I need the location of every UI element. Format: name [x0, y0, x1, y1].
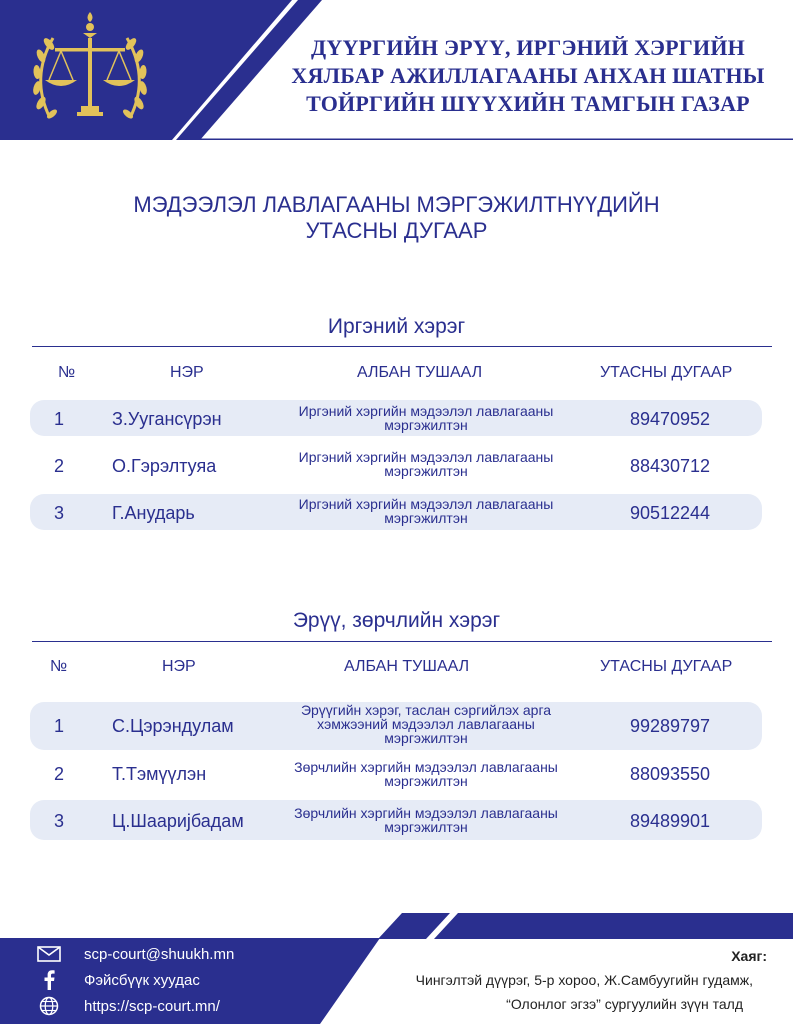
column-header-phone: УТАСНЫ ДУГААР — [600, 658, 733, 675]
organization-name-line: ХЯЛБАР АЖИЛЛАГААНЫ АНХАН ШАТНЫ — [291, 63, 765, 88]
footer-decorative-stripes — [0, 913, 793, 939]
header — [0, 0, 793, 140]
address-label: Хаяг: — [731, 948, 767, 964]
court-emblem-scales-icon — [25, 8, 155, 136]
globe-icon — [36, 996, 62, 1016]
row-position: Зөрчлийн хэргийн мэдээлэл лавлагааны мэргэжилтэн — [294, 759, 558, 789]
organization-name-line: ТОЙРГИЙН ШҮҮХИЙН ТАМГЫН ГАЗАР — [306, 91, 750, 116]
row-number: 1 — [54, 716, 65, 736]
row-name: З.Ууганcүрэн — [112, 409, 222, 429]
row-number: 2 — [54, 456, 65, 476]
row-number: 3 — [54, 503, 65, 523]
row-name: Ц.Шааријбадам — [112, 811, 244, 831]
column-header-position: АЛБАН ТУШААЛ — [344, 658, 470, 675]
row-phone: 99289797 — [629, 716, 711, 736]
section-divider — [32, 346, 772, 347]
footer-website[interactable] — [36, 996, 220, 1016]
column-header-name: НЭР — [170, 364, 204, 381]
organization-name-line: ДҮҮРГИЙН ЭРҮҮ, ИРГЭНИЙ ХЭРГИЙН — [311, 35, 745, 60]
footer-website-text[interactable]: https://scp-court.mn/ — [84, 997, 220, 1015]
column-header-name: НЭР — [162, 658, 196, 675]
row-position: Иргэний хэргийн мэдээлэл лавлагааны мэргэжилтэн — [298, 449, 554, 479]
row-position: Иргэний хэргийн мэдээлэл лавлагааны мэргэжилтэн — [298, 496, 554, 526]
row-position: Иргэний хэргийн мэдээлэл лавлагааны мэргэжилтэн — [298, 403, 554, 433]
row-name: Т.Тэмүүлэн — [112, 764, 207, 784]
document-title — [0, 192, 793, 244]
row-phone: 89470952 — [629, 409, 711, 429]
section-title-civil: Иргэний хэрэг — [327, 315, 466, 338]
mail-icon — [36, 944, 62, 964]
row-number: 1 — [54, 409, 65, 429]
column-header-phone: УТАСНЫ ДУГААР — [600, 364, 733, 381]
document-title-line: УТАСНЫ ДУГААР — [305, 218, 488, 243]
footer-facebook-text[interactable]: Фэйсбүүк хуудас — [84, 971, 200, 989]
row-name: С.Цэрэндулам — [112, 716, 234, 736]
column-header-number: № — [58, 364, 76, 381]
row-name: Г.Анударь — [112, 503, 195, 523]
row-position: Эрүүгийн хэрэг, таслан сэргийлэх арга хэмжээний мэдээлэл лавлагааны мэргэжилтэн — [300, 702, 552, 746]
address-line: Чингэлтэй дүүрэг, 5-р хороо, Ж.Самбуугийн гудамж, — [415, 972, 753, 988]
row-phone: 88093550 — [629, 764, 711, 784]
row-phone: 89489901 — [629, 811, 711, 831]
row-phone: 88430712 — [629, 456, 711, 476]
footer-email[interactable] — [36, 944, 234, 964]
organization-name — [268, 34, 788, 118]
row-number: 2 — [54, 764, 65, 784]
footer-facebook[interactable] — [36, 970, 200, 990]
document-title-line: МЭДЭЭЛЭЛ ЛАВЛАГААНЫ МЭРГЭЖИЛТНҮҮДИЙН — [133, 192, 660, 217]
row-position: Зөрчлийн хэргийн мэдээлэл лавлагааны мэргэжилтэн — [294, 805, 558, 835]
footer — [0, 938, 793, 1024]
row-phone: 90512244 — [629, 503, 711, 523]
row-number: 3 — [54, 811, 65, 831]
footer-email-text[interactable]: scp-court@shuukh.mn — [84, 945, 235, 963]
facebook-icon — [36, 970, 62, 990]
column-header-number: № — [50, 658, 68, 675]
section-divider — [32, 641, 772, 642]
section-title-criminal: Эрүү, зөрчлийн хэрэг — [292, 609, 501, 632]
address-line: “Олонлог эгзэ” сургуулийн зүүн талд — [506, 996, 743, 1012]
row-name: О.Гэрэлтуяа — [112, 456, 217, 476]
column-header-position: АЛБАН ТУШААЛ — [357, 364, 483, 381]
